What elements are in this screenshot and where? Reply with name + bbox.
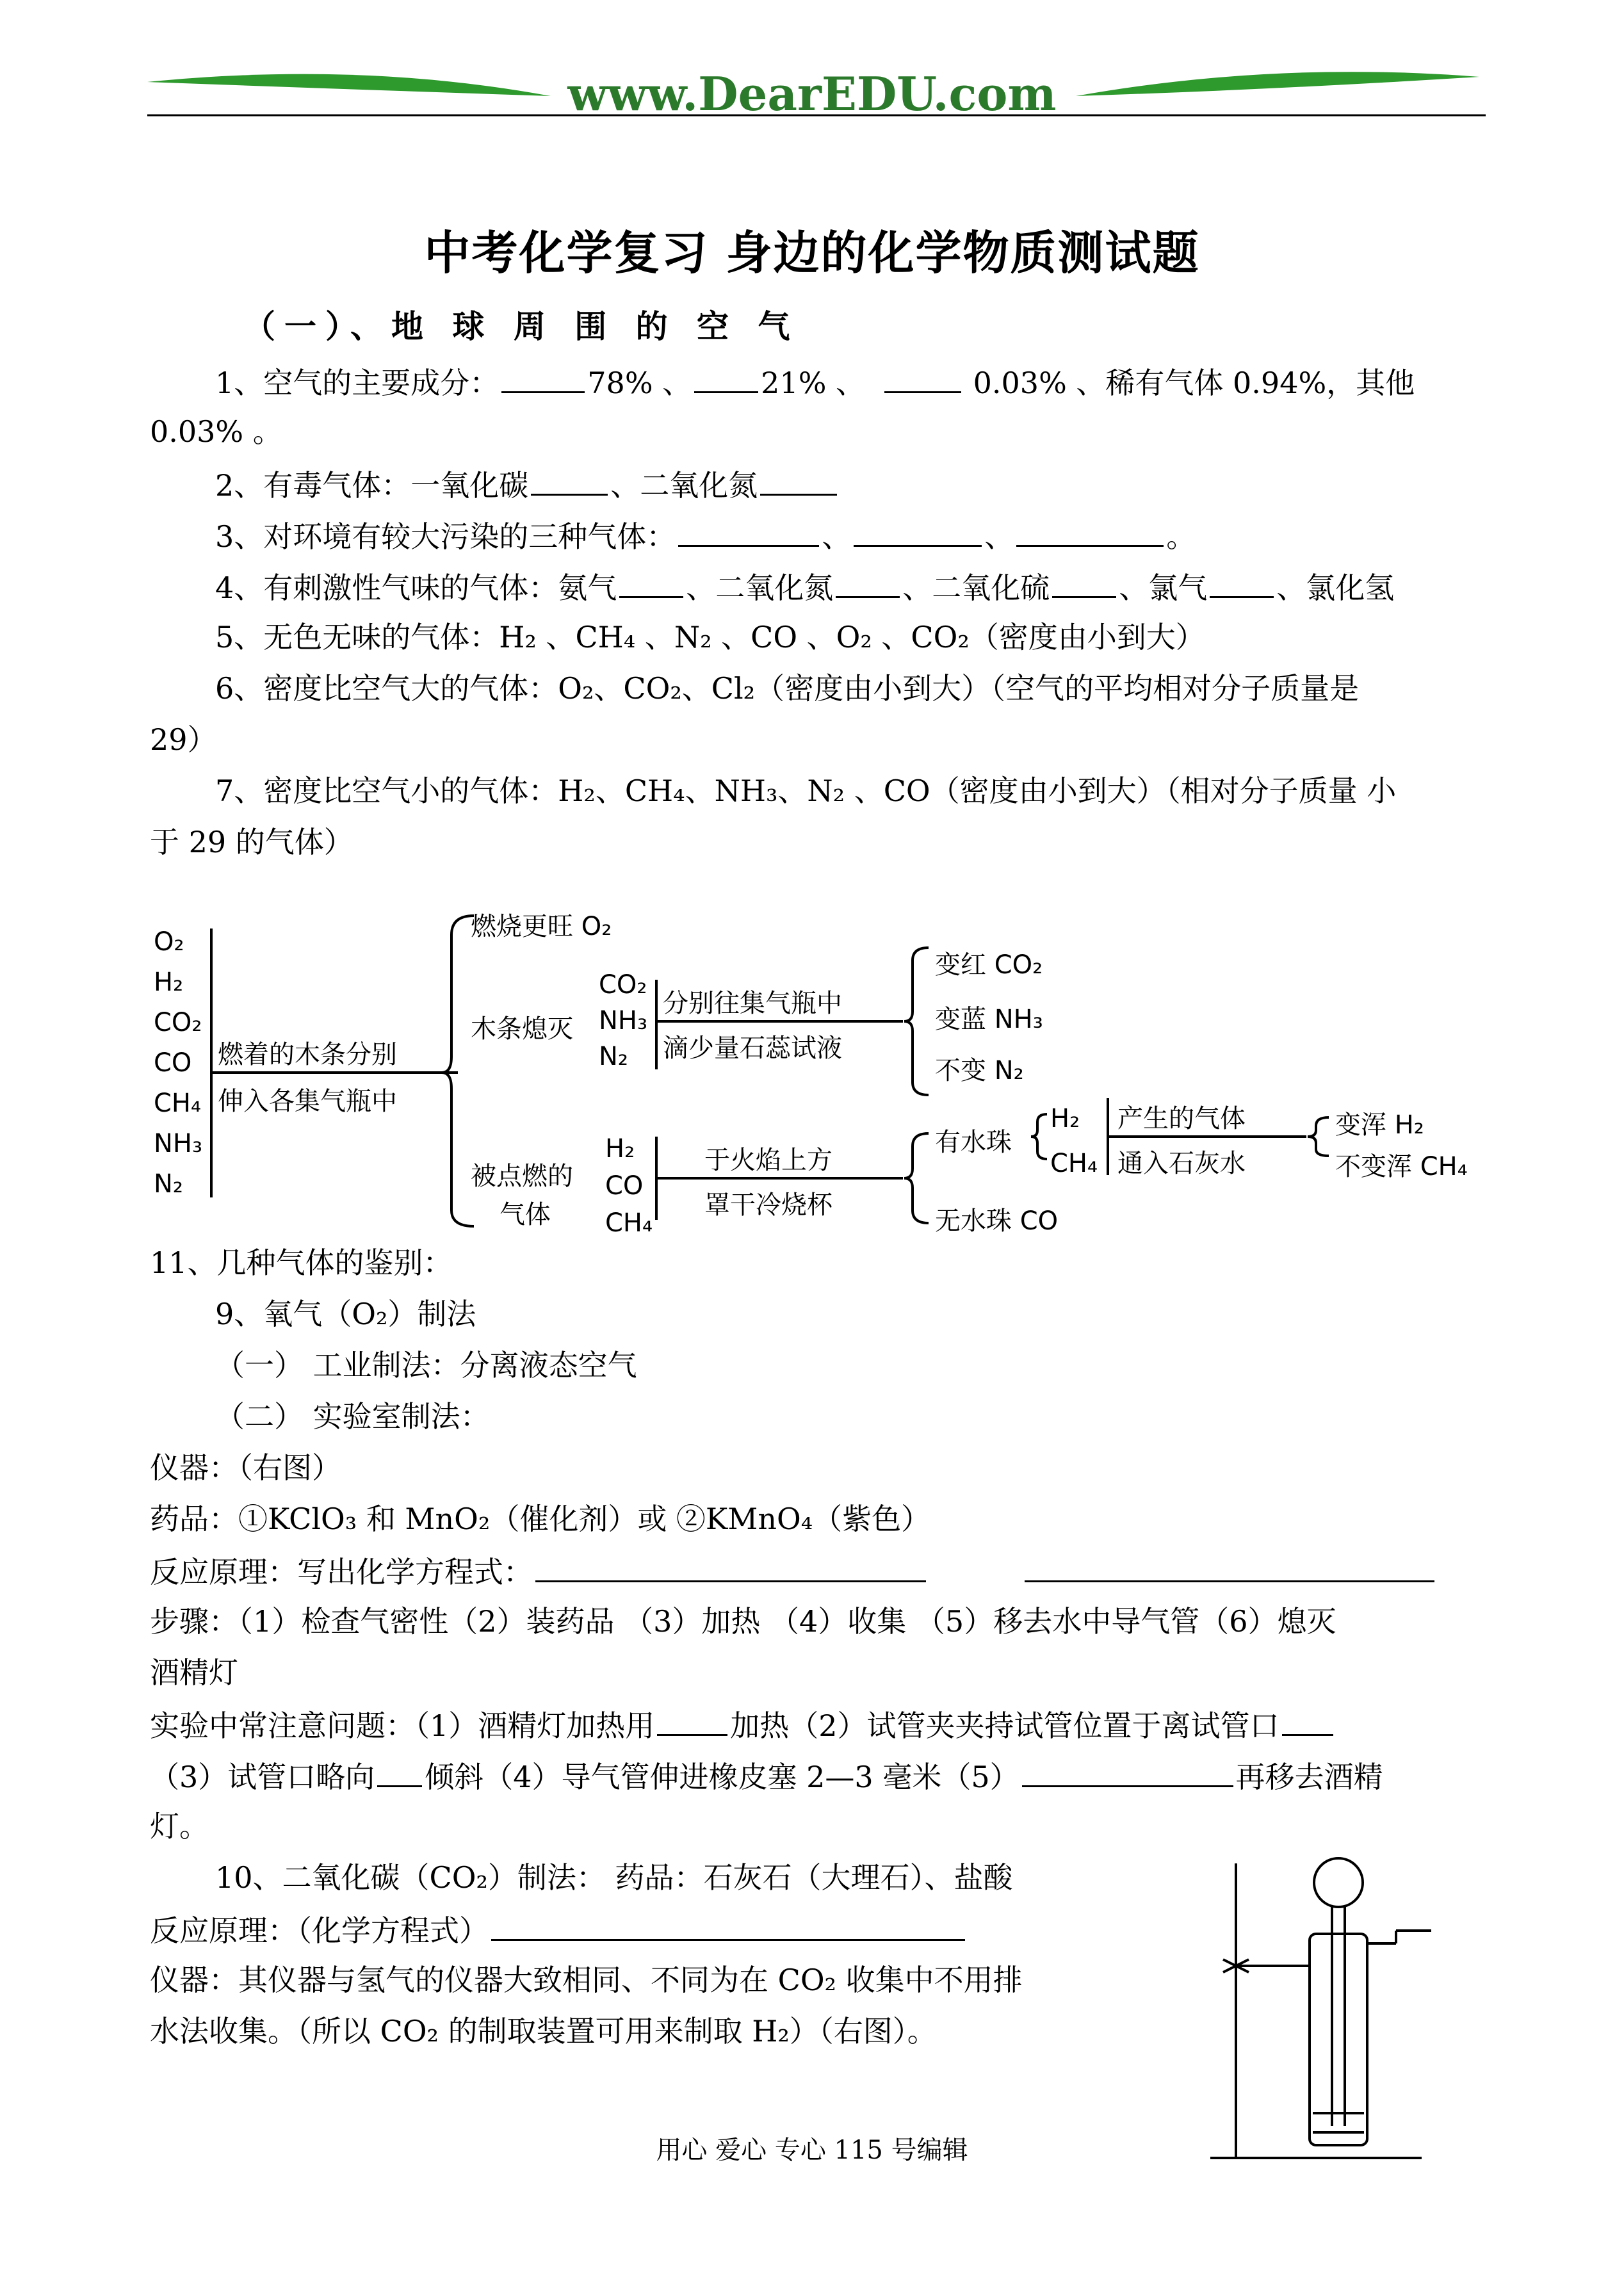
step4-bottom: 通入石灰水 xyxy=(1117,1149,1246,1178)
section-heading: （一）、地 球 周 围 的 空 气 xyxy=(243,307,799,345)
reagents: 药品：①KClO₃ 和 MnO₂（催化剂）或 ②KMnO₄（紫色） xyxy=(150,1502,931,1536)
question-1: 1、空气的主要成分： 78% 、 21% 、 0.03% 、稀有气体 0.94%，其他 xyxy=(215,362,1415,402)
equation-blank[interactable] xyxy=(1025,1551,1434,1582)
result-none: 不变 N₂ xyxy=(935,1056,1024,1085)
answer-blank[interactable] xyxy=(694,362,758,393)
answer-blank[interactable] xyxy=(760,464,837,496)
question-11: 11、几种气体的鉴别： xyxy=(150,1245,453,1280)
result-blue: 变蓝 NH₃ xyxy=(935,1005,1043,1034)
answer-blank[interactable] xyxy=(377,1756,422,1787)
question-4: 4、有刺激性气味的气体：氨气 、二氧化氮 、二氧化硫 、氯气 、氯化氢 xyxy=(215,567,1394,607)
gas-label: CH₄ xyxy=(1050,1149,1098,1178)
answer-blank[interactable] xyxy=(884,362,961,393)
question-7-wrap: 于 29 的气体） xyxy=(150,825,353,859)
answer-blank[interactable] xyxy=(501,362,585,393)
answer-blank[interactable] xyxy=(619,567,683,598)
answer-blank[interactable] xyxy=(836,567,900,598)
question-3: 3、对环境有较大污染的三种气体： 、 、 。 xyxy=(215,515,1196,556)
page-title: 中考化学复习 身边的化学物质测试题 xyxy=(424,225,1200,280)
procedure-wrap: 酒精灯 xyxy=(150,1655,238,1690)
answer-blank[interactable] xyxy=(657,1705,727,1736)
answer-blank[interactable] xyxy=(1210,567,1274,598)
question-6-wrap: 29） xyxy=(150,722,217,757)
reaction-principle: 反应原理：写出化学方程式： xyxy=(150,1551,1437,1591)
answer-blank[interactable] xyxy=(1016,515,1164,547)
apparatus-diagram xyxy=(1210,1851,1441,2171)
gas-label: CO xyxy=(154,1048,192,1078)
step2-top: 分别往集气瓶中 xyxy=(663,989,842,1018)
question-2: 2、有毒气体：一氧化碳 、二氧化氮 xyxy=(215,464,840,505)
co2-instruments-wrap: 水法收集。（所以 CO₂ 的制取装置可用来制取 H₂）（右图）。 xyxy=(150,2014,937,2048)
answer-blank[interactable] xyxy=(531,464,608,496)
question-9: 9、氧气（O₂）制法 xyxy=(215,1297,476,1331)
notes-line-1: 实验中常注意问题：（1）酒精灯加热用 加热（2）试管夹夹持试管位置于离试管口 xyxy=(150,1705,1336,1745)
gas-label: NH₃ xyxy=(154,1129,203,1158)
branch2-label: 木条熄灭 xyxy=(471,1014,573,1044)
step1-bottom: 伸入各集气瓶中 xyxy=(218,1087,397,1116)
procedure: 步骤：（1）检查气密性（2）装药品 （3）加热 （4）收集 （5）移去水中导气管（6）熄灭 xyxy=(150,1604,1336,1639)
answer-blank[interactable] xyxy=(678,515,819,547)
gas-label: N₂ xyxy=(599,1042,628,1071)
industrial-method: （一） 工业制法：分离液态空气 xyxy=(215,1348,637,1383)
instruments: 仪器：（右图） xyxy=(150,1450,341,1485)
branch3-top: 被点燃的 xyxy=(471,1162,573,1191)
notes-line-2: （3）试管口略向 倾斜（4）导气管伸进橡皮塞 2—3 毫米（5） 再移去酒精 xyxy=(150,1756,1383,1796)
answer-blank[interactable] xyxy=(1022,1756,1233,1787)
gas-label: CO₂ xyxy=(154,1008,202,1037)
step4-top: 产生的气体 xyxy=(1117,1104,1246,1133)
gas-label: CO xyxy=(605,1171,644,1201)
notes-line-3: 灯。 xyxy=(150,1809,209,1844)
question-10: 10、二氧化碳（CO₂）制法： 药品：石灰石（大理石）、盐酸 xyxy=(215,1860,1013,1895)
question-1-wrap: 0.03% 。 xyxy=(150,414,282,449)
equation-blank[interactable] xyxy=(535,1551,926,1582)
step1-top: 燃着的木条分别 xyxy=(218,1040,397,1069)
gas-label: O₂ xyxy=(154,927,184,957)
gas-label: CH₄ xyxy=(154,1089,202,1118)
answer-blank[interactable] xyxy=(854,515,982,547)
question-5: 5、无色无味的气体：H₂ 、CH₄ 、N₂ 、CO 、O₂ 、CO₂（密度由小到大） xyxy=(215,620,1205,654)
limewater-clear: 不变浑 CH₄ xyxy=(1335,1152,1468,1181)
gas-label: NH₃ xyxy=(599,1006,648,1035)
step2-bottom: 滴少量石蕊试液 xyxy=(663,1034,842,1063)
step3-top: 于火焰上方 xyxy=(704,1146,832,1175)
co2-instruments: 仪器：其仪器与氢气的仪器大致相同、不同为在 CO₂ 收集中不用排 xyxy=(150,1963,1023,1997)
step3-bottom: 罩干冷烧杯 xyxy=(704,1190,832,1220)
water-no: 无水珠 CO xyxy=(935,1206,1059,1236)
equation-blank[interactable] xyxy=(491,1910,965,1941)
co2-principle: 反应原理：（化学方程式） xyxy=(150,1910,968,1950)
gas-label: H₂ xyxy=(154,968,184,997)
answer-blank[interactable] xyxy=(1282,1705,1333,1736)
gas-label: H₂ xyxy=(1050,1104,1080,1133)
question-7: 7、密度比空气小的气体：H₂、CH₄、NH₃、N₂ 、CO（密度由小到大）（相对分子质量 小 xyxy=(215,774,1397,808)
gas-label: CH₄ xyxy=(605,1208,653,1238)
gas-label: H₂ xyxy=(605,1134,635,1164)
branch1-label: 燃烧更旺 O₂ xyxy=(471,912,612,941)
site-logo: www.DearEDU.com xyxy=(567,67,1057,121)
question-6: 6、密度比空气大的气体：O₂、CO₂、Cl₂（密度由小到大）（空气的平均相对分子质量是 xyxy=(215,671,1360,706)
water-yes: 有水珠 xyxy=(935,1128,1012,1157)
gas-label: CO₂ xyxy=(599,970,647,1000)
gas-label: N₂ xyxy=(154,1169,183,1199)
branch3-bottom: 气体 xyxy=(499,1200,551,1229)
page-footer: 用心 爱心 专心 115 号编辑 xyxy=(656,2136,968,2165)
limewater-cloudy: 变浑 H₂ xyxy=(1335,1110,1424,1140)
result-red: 变红 CO₂ xyxy=(935,950,1043,980)
lab-method: （二） 实验室制法： xyxy=(215,1399,490,1434)
answer-blank[interactable] xyxy=(1052,567,1116,598)
